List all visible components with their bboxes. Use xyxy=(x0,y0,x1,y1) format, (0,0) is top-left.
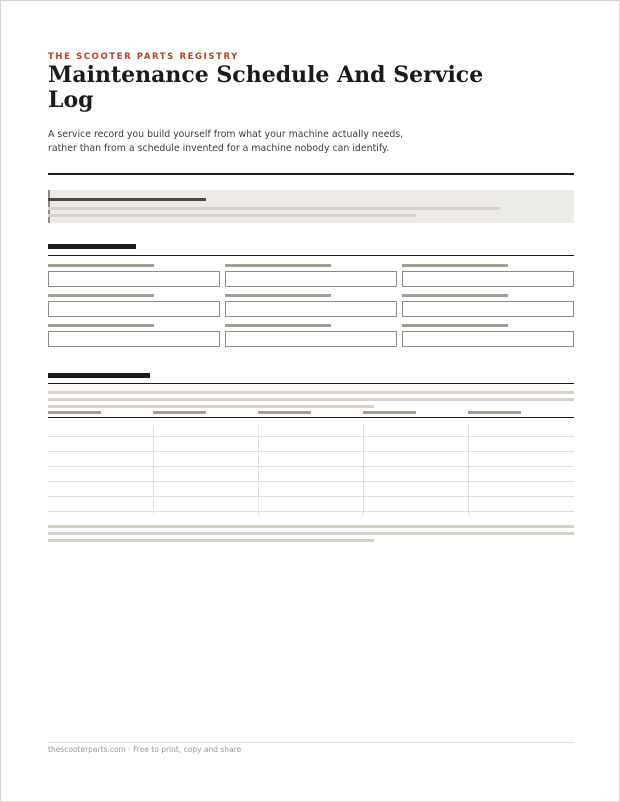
form-field[interactable] xyxy=(48,271,220,287)
table-column-divider xyxy=(153,425,154,515)
field-label-placeholder xyxy=(402,264,508,267)
intro-paragraph: A service record you build yourself from what your machine actually needs, rather than from a schedule invented for a machine nobody can identify. xyxy=(48,129,404,154)
table-header-placeholder xyxy=(363,411,416,414)
publisher-eyebrow: THE SCOOTER PARTS REGISTRY xyxy=(48,52,239,62)
title-divider xyxy=(48,173,574,175)
notice-callout xyxy=(48,190,574,223)
notes-text-placeholder xyxy=(48,539,374,542)
field-label-placeholder xyxy=(402,324,508,327)
section-text-placeholder xyxy=(48,405,374,408)
form-field[interactable] xyxy=(48,331,220,347)
table-column-divider xyxy=(258,425,259,515)
notes-text-placeholder xyxy=(48,525,574,528)
table-header-placeholder xyxy=(258,411,311,414)
field-label-placeholder xyxy=(48,324,154,327)
section-heading-placeholder xyxy=(48,373,150,378)
table-header-placeholder xyxy=(48,411,101,414)
page-title: Maintenance Schedule And Service Log xyxy=(48,62,484,113)
table-row[interactable] xyxy=(48,496,574,497)
section-heading-placeholder xyxy=(48,244,136,249)
callout-text-placeholder xyxy=(48,214,416,217)
table-column-divider xyxy=(468,425,469,515)
section-text-placeholder xyxy=(48,391,574,394)
table-row[interactable] xyxy=(48,466,574,467)
form-field[interactable] xyxy=(402,331,574,347)
table-column-divider xyxy=(363,425,364,515)
form-field[interactable] xyxy=(402,301,574,317)
notes-text-placeholder xyxy=(48,532,574,535)
table-header-placeholder xyxy=(468,411,521,414)
field-label-placeholder xyxy=(402,294,508,297)
section-text-placeholder xyxy=(48,398,574,401)
form-field[interactable] xyxy=(225,301,397,317)
field-label-placeholder xyxy=(48,294,154,297)
field-label-placeholder xyxy=(225,294,331,297)
table-header-rule xyxy=(48,417,574,418)
callout-text-placeholder xyxy=(48,207,500,210)
callout-heading-placeholder xyxy=(48,198,206,201)
field-label-placeholder xyxy=(48,264,154,267)
form-field[interactable] xyxy=(48,301,220,317)
form-field[interactable] xyxy=(402,271,574,287)
table-row[interactable] xyxy=(48,511,574,512)
footer-divider xyxy=(48,742,574,743)
form-field[interactable] xyxy=(225,271,397,287)
table-row[interactable] xyxy=(48,481,574,482)
table-row[interactable] xyxy=(48,436,574,437)
field-label-placeholder xyxy=(225,264,331,267)
section-divider xyxy=(48,255,574,256)
field-label-placeholder xyxy=(225,324,331,327)
form-field[interactable] xyxy=(225,331,397,347)
table-header-placeholder xyxy=(153,411,206,414)
section-divider xyxy=(48,383,574,384)
footer-text: thescooterparts.com · Free to print, copy and share xyxy=(48,745,242,754)
table-row[interactable] xyxy=(48,451,574,452)
